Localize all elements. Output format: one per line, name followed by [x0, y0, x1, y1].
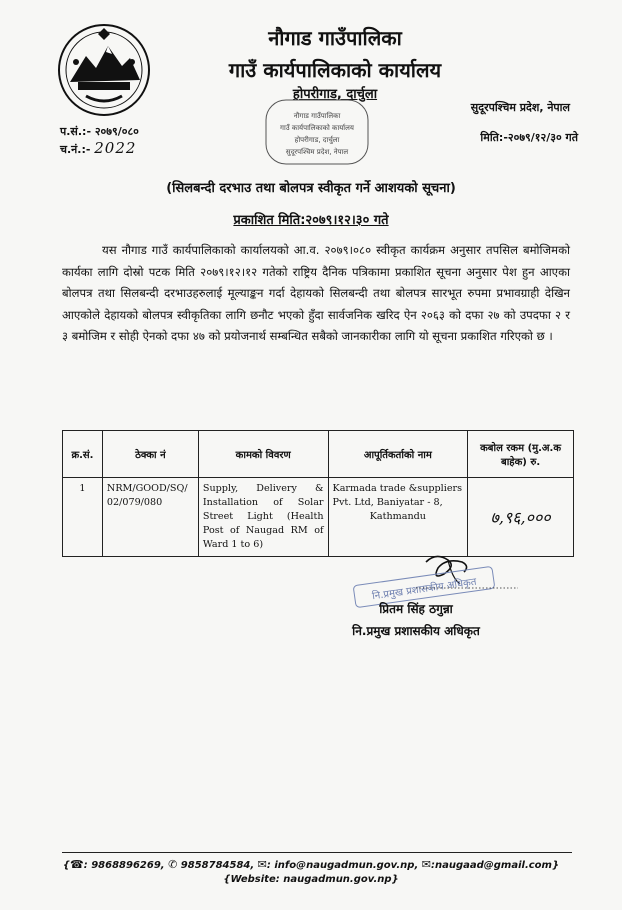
- notice-title: (सिलबन्दी दरभाउ तथा बोलपत्र स्वीकृत गर्ने आशयको सूचना): [166, 181, 456, 196]
- org-name: नौगाड गाउँपालिका: [268, 26, 402, 50]
- notice-body: यस नौगाड गाउँ कार्यपालिकाको कार्यालयको आ.व. २०७९।०८० स्वीकृत कार्यक्रम अनुसार तपसिल बमोजिमको कार्यका लागि दोस्रो पटक मिति २०७९।१२।१२ गतेको राष्ट्रिय दैनिक पत्रिकामा प्रकाशित सूचना अनुसार पेश हुन आएका बोलपत्र तथा सिलबन्दी दरभाउहरुलाई मूल्याङ्कन गर्दा देहायको सिलबन्दी तथा बोलपत्र सारभूत रुपमा प्रभावग्राही देखिन आएकोले देहायको बोलपत्र स्वीकृतिका लागि छनौट भएको हुँदा सार्वजनिक खरिद ऐन २०६३ को दफा २७ को उपदफा २ र ३ बमोजिम र सोही ऐनको दफा ४७ को प्रयोजनार्थ सम्बन्धित सबैको जानकारीका लागि यो सूचना प्रकाशित गरिएको छ ।: [62, 243, 570, 343]
- email1: info@naugadmun.gov.np,: [274, 860, 419, 871]
- th-sn: क्र.सं.: [63, 431, 103, 478]
- stamp-line2: गाउँ कार्यपालिकाको कार्यालय: [280, 124, 354, 132]
- phone2: 9858784584: [180, 860, 251, 871]
- published-date: प्रकाशित मिति:२०७९।१२।३० गते: [233, 213, 389, 228]
- letter-date: मिति:-२०७९/१२/३० गते: [480, 131, 578, 144]
- stamp-line3: होपरीगाड, दार्चुला: [294, 136, 340, 144]
- email2: :naugaad@gmail.com}: [430, 860, 560, 871]
- org-office: गाउँ कार्यपालिकाको कार्यालय: [228, 58, 442, 82]
- supplier-line1: Karmada trade &suppliers: [332, 483, 463, 494]
- th-amount: कबोल रकम (मु.अ.क बाहेक) रु.: [468, 431, 574, 478]
- cell-sn: 1: [63, 478, 103, 557]
- mail-icon: ✉: [257, 858, 267, 871]
- org-address: होपरीगाड, दार्चुला: [292, 87, 378, 102]
- phone-icon: ☎: [70, 858, 84, 871]
- cn-value: 2022: [94, 139, 137, 157]
- signature-stamp: [352, 548, 520, 608]
- nepal-emblem-icon: [56, 22, 152, 118]
- th-supplier: आपूर्तिकर्ताको नाम: [328, 431, 468, 478]
- th-work: कामको विवरण: [198, 431, 328, 478]
- table-row: [63, 478, 574, 557]
- sig-stamp-text: नि.प्रमुख प्रशासकीय अधिकृत: [371, 576, 478, 603]
- stamp-line1: नौगाड गाउँपालिका: [293, 112, 341, 120]
- footer-contacts: {☎: 9868896269, ✆ 9858784584, ✉: info@naugadmun.gov.np, ✉:naugaad@gmail.com}: [62, 858, 560, 871]
- supplier-line3: Kathmandu: [369, 511, 426, 522]
- signatory-title: नि.प्रमुख प्रशासकीय अधिकृत: [352, 624, 480, 638]
- cn-number: [60, 139, 136, 157]
- mail-icon-2: ✉: [421, 858, 431, 871]
- award-table: [62, 430, 574, 557]
- signatory-name: प्रितम सिंह ठगुन्ना: [379, 602, 453, 616]
- cell-work: Supply, Delivery & Installation of Solar Street Light (Health Post of Naugad RM of Ward 1 to 6): [198, 478, 328, 557]
- supplier-line2: Pvt. Ltd, Baniyatar - 8,: [332, 497, 443, 508]
- th-contract: ठेक्का नं: [102, 431, 198, 478]
- cell-supplier: [328, 478, 468, 557]
- province: सुदूरपश्चिम प्रदेश, नेपाल: [470, 101, 570, 114]
- table-header-row: [63, 431, 574, 478]
- cn-label: च.नं.:-: [60, 143, 91, 156]
- footer-divider: [62, 852, 572, 853]
- mobile-icon: ✆: [168, 858, 178, 871]
- phone1: 9868896269,: [91, 860, 165, 871]
- stamp-line4: सुदूरपश्चिम प्रदेश, नेपाल: [285, 148, 349, 156]
- cell-contract: NRM/GOOD/SQ/ 02/079/080: [102, 478, 198, 557]
- cell-amount: ७,९६,०००: [468, 478, 574, 557]
- footer-website: {Website: naugadmun.gov.np}: [223, 874, 399, 885]
- ps-number: प.सं.:- २०७९/०८०: [60, 125, 139, 138]
- office-stamp: [262, 96, 372, 168]
